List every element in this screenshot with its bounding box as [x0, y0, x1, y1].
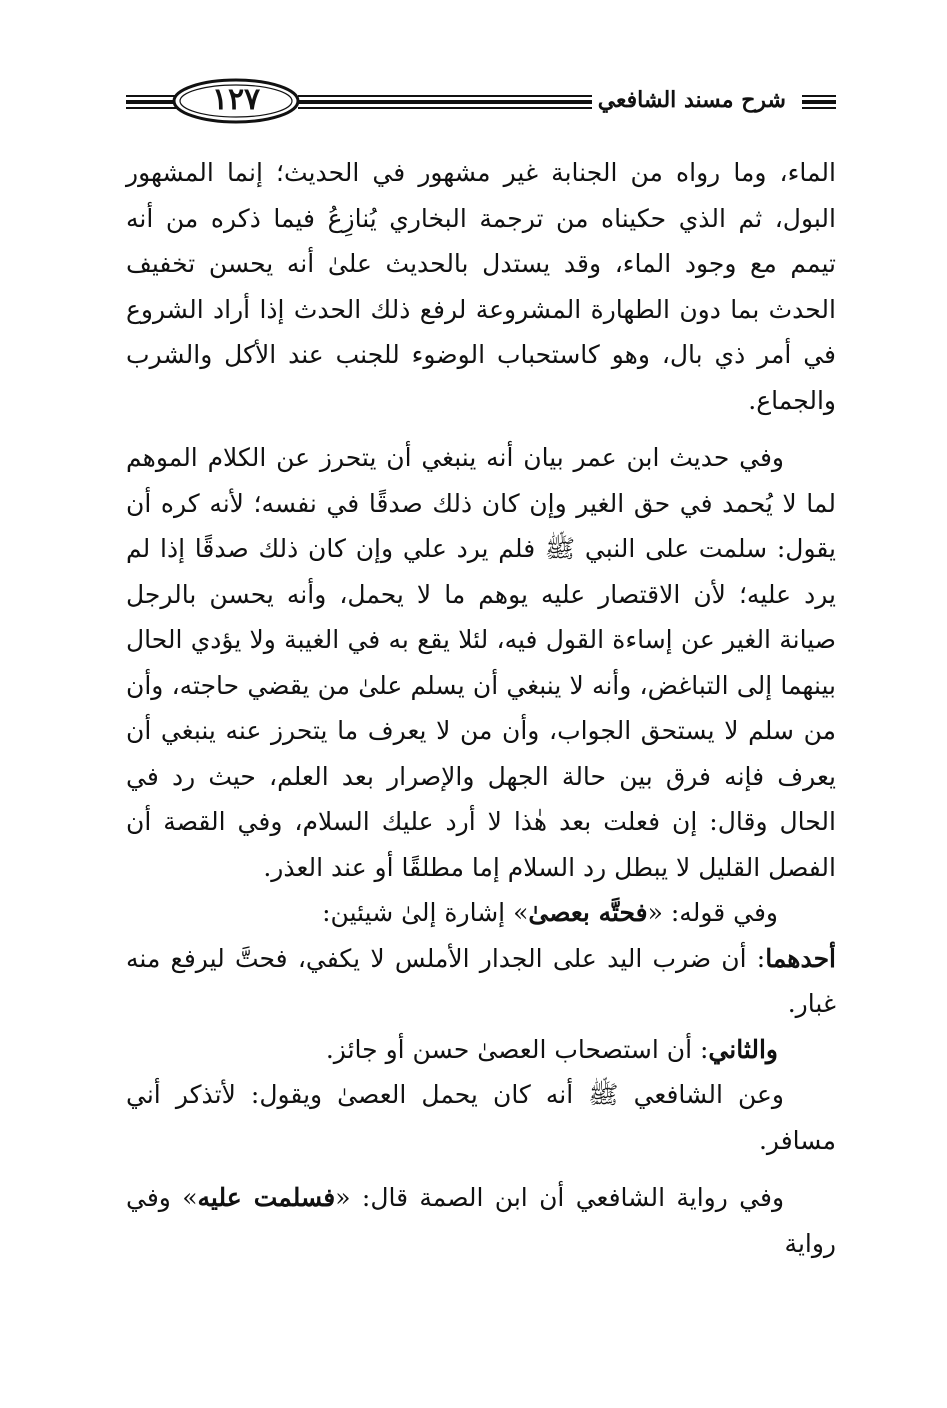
- paragraph-text: : أن استصحاب العصىٰ حسن أو جائز.: [325, 1034, 709, 1064]
- term-label: والثاني: [708, 1034, 778, 1064]
- paragraph: الماء، وما رواه من الجنابة غير مشهور في الحديث؛ إنما المشهور البول، ثم الذي حكيناه من ترجمة البخاري يُنازِعُ فيما ذكره من أنه تيمم مع وجود الماء، وقد يستدل بالحديث علىٰ أنه يحسن تخفيف الحدث بما دون الطهارة المشروعة لرفع ذلك الحدث إذا أراد الشروع في أمر ذي بال، وهو كاستحباب الوضوء للجنب عند الأكل والشرب والجماع.: [126, 158, 836, 415]
- paragraph-text: وفي رواية الشافعي أن ابن الصمة قال: «: [335, 1183, 785, 1212]
- paragraph: [126, 890, 836, 936]
- paragraph: [126, 936, 836, 1027]
- paragraph-text: » إشارة إلىٰ شيئين:: [322, 898, 529, 927]
- paragraph-text: » وفي رواية: [126, 1183, 836, 1258]
- paragraph-text: وفي قوله: «: [647, 898, 778, 927]
- term-label: أحدهما: [765, 943, 836, 973]
- page-number: ١٢٧: [211, 82, 261, 117]
- page-body: [126, 150, 836, 1266]
- quoted-phrase: فسلمت عليه: [197, 1183, 336, 1212]
- paragraph: [126, 1027, 836, 1073]
- paragraph: [126, 1175, 836, 1266]
- paragraph: وعن الشافعي ﷺ أنه كان يحمل العصىٰ ويقول: لأتذكر أني مسافر.: [126, 1080, 836, 1155]
- paragraph-text: : أن ضرب اليد على الجدار الأملس لا يكفي، فحتَّ ليرفع منه غبار.: [126, 943, 836, 1018]
- book-title: شرح مسند الشافعي: [592, 82, 792, 118]
- running-header: [126, 74, 836, 130]
- paragraph: وفي حديث ابن عمر بيان أنه ينبغي أن يتحرز عن الكلام الموهم لما لا يُحمد في حق الغير وإن كان ذلك صدقًا في نفسه؛ لأنه كره أن يقول: سلمت على النبي ﷺ فلم يرد علي وإن كان ذلك صدقًا إذا لم يرد عليه؛ لأن الاقتصار عليه يوهم ما لا يحمل، وأنه يحسن بالرجل صيانة الغير عن إساءة القول فيه، لئلا يقع به في الغيبة ولا يؤدي الحال بينهما إلى التباغض، وأنه لا ينبغي أن يسلم علىٰ من يقضي حاجته، وأن من سلم لا يستحق الجواب، وأن من لا يعرف ما يتحرز عنه ينبغي أن يعرف فإنه فرق بين حالة الجهل والإصرار بعد العلم، حيث رد في الحال وقال: إن فعلت بعد هٰذا لا أرد عليك السلام، وفي القصة أن الفصل القليل لا يبطل رد السلام إما مطلقًا أو عند العذر.: [126, 443, 836, 882]
- quoted-phrase: فحتَّه بعصىٰ: [528, 898, 648, 927]
